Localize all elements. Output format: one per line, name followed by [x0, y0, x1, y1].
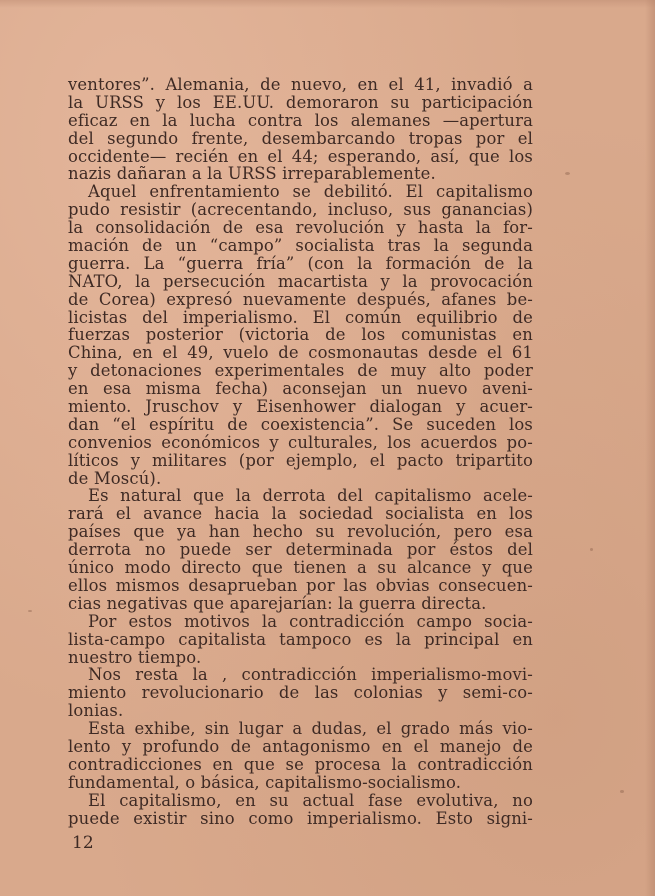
text-line: la URSS y los EE.UU. demoraron su participación — [68, 92, 533, 112]
text-line: y detonaciones experimentales de muy alto poder — [68, 361, 533, 381]
page-number: 12 — [72, 833, 94, 853]
page-edge-right — [645, 0, 655, 896]
text-line: rará el avance hacia la sociedad socialista en los — [68, 504, 533, 524]
page-edge-top — [0, 0, 655, 8]
text-line: El capitalismo, en su actual fase evolutiva, no — [88, 790, 533, 810]
text-line: países que ya han hecho su revolución, pero esa — [68, 522, 533, 542]
text-line: único modo directo que tienen a su alcance y que — [68, 558, 533, 578]
text-line: líticos y militares (por ejemplo, el pacto tripartito — [68, 450, 533, 470]
text-line: fuerzas posterior (victoria de los comunistas en — [68, 325, 533, 345]
text-line: NATO, la persecución macartista y la provocación — [68, 271, 533, 291]
text-line: nazis dañaran a la URSS irreparablemente. — [68, 164, 436, 184]
text-line: licistas del imperialismo. El común equilibrio de — [68, 307, 533, 327]
text-line: ventores”. Alemania, de nuevo, en el 41, invadió a — [68, 75, 533, 94]
text-line: lonias. — [68, 701, 124, 721]
text-line: guerra. La “guerra fría” (con la formación de la — [68, 253, 533, 273]
text-line: Por estos motivos la contradicción campo socia- — [88, 611, 533, 631]
text-line: miento. Jruschov y Eisenhower dialogan y acuer- — [68, 397, 533, 417]
text-line: del segundo frente, desembarcando tropas por el — [68, 128, 533, 148]
text-line: China, en el 49, vuelo de cosmonautas desde el 61 — [68, 343, 533, 363]
text-line: de Moscú). — [68, 468, 162, 488]
text-line: cias negativas que aparejarían: la guerra directa. — [68, 593, 487, 613]
text-line: Nos resta la , contradicción imperialismo-movi- — [88, 665, 533, 685]
text-line: eficaz en la lucha contra los alemanes —apertura — [68, 110, 533, 130]
text-line: occidente— recién en el 44; esperando, así, que los — [68, 146, 533, 166]
text-line: lento y profundo de antagonismo en el manejo de — [68, 736, 533, 756]
text-line: derrota no puede ser determinada por éstos del — [68, 540, 533, 560]
text-line: en esa misma fecha) aconsejan un nuevo aveni- — [68, 379, 533, 399]
text-line: miento revolucionario de las colonias y semi-co- — [68, 683, 533, 703]
text-line: puede existir sino como imperialismo. Esto signi- — [68, 808, 533, 828]
text-line: convenios económicos y culturales, los acuerdos po- — [68, 432, 533, 452]
text-line: ellos mismos desaprueban por las obvias consecuen- — [68, 575, 533, 595]
paper-speck — [590, 548, 593, 551]
text-line: dan “el espíritu de coexistencia”. Se suceden los — [68, 414, 533, 434]
paper-speck — [620, 790, 624, 793]
text-line: Esta exhibe, sin lugar a dudas, el grado más vio- — [88, 719, 533, 739]
text-line: de Corea) expresó nuevamente después, afanes be- — [68, 289, 533, 309]
paper-speck — [565, 172, 570, 175]
text-line: Es natural que la derrota del capitalismo acele- — [88, 486, 533, 506]
text-line: pudo resistir (acrecentando, incluso, sus ganancias) — [68, 200, 533, 220]
text-line: la consolidación de esa revolución y hasta la for- — [68, 218, 533, 238]
body-text — [68, 76, 533, 827]
text-line: lista-campo capitalista tampoco es la principal en — [68, 629, 533, 649]
text-line: fundamental, o básica, capitalismo-socialismo. — [68, 772, 462, 792]
text-line: Aquel enfrentamiento se debilitó. El capitalismo — [88, 182, 533, 202]
paper-speck — [28, 610, 32, 612]
text-line: contradicciones en que se procesa la contradicción — [68, 754, 533, 774]
text-line: mación de un “campo” socialista tras la segunda — [68, 236, 533, 256]
text-line: nuestro tiempo. — [68, 647, 202, 667]
